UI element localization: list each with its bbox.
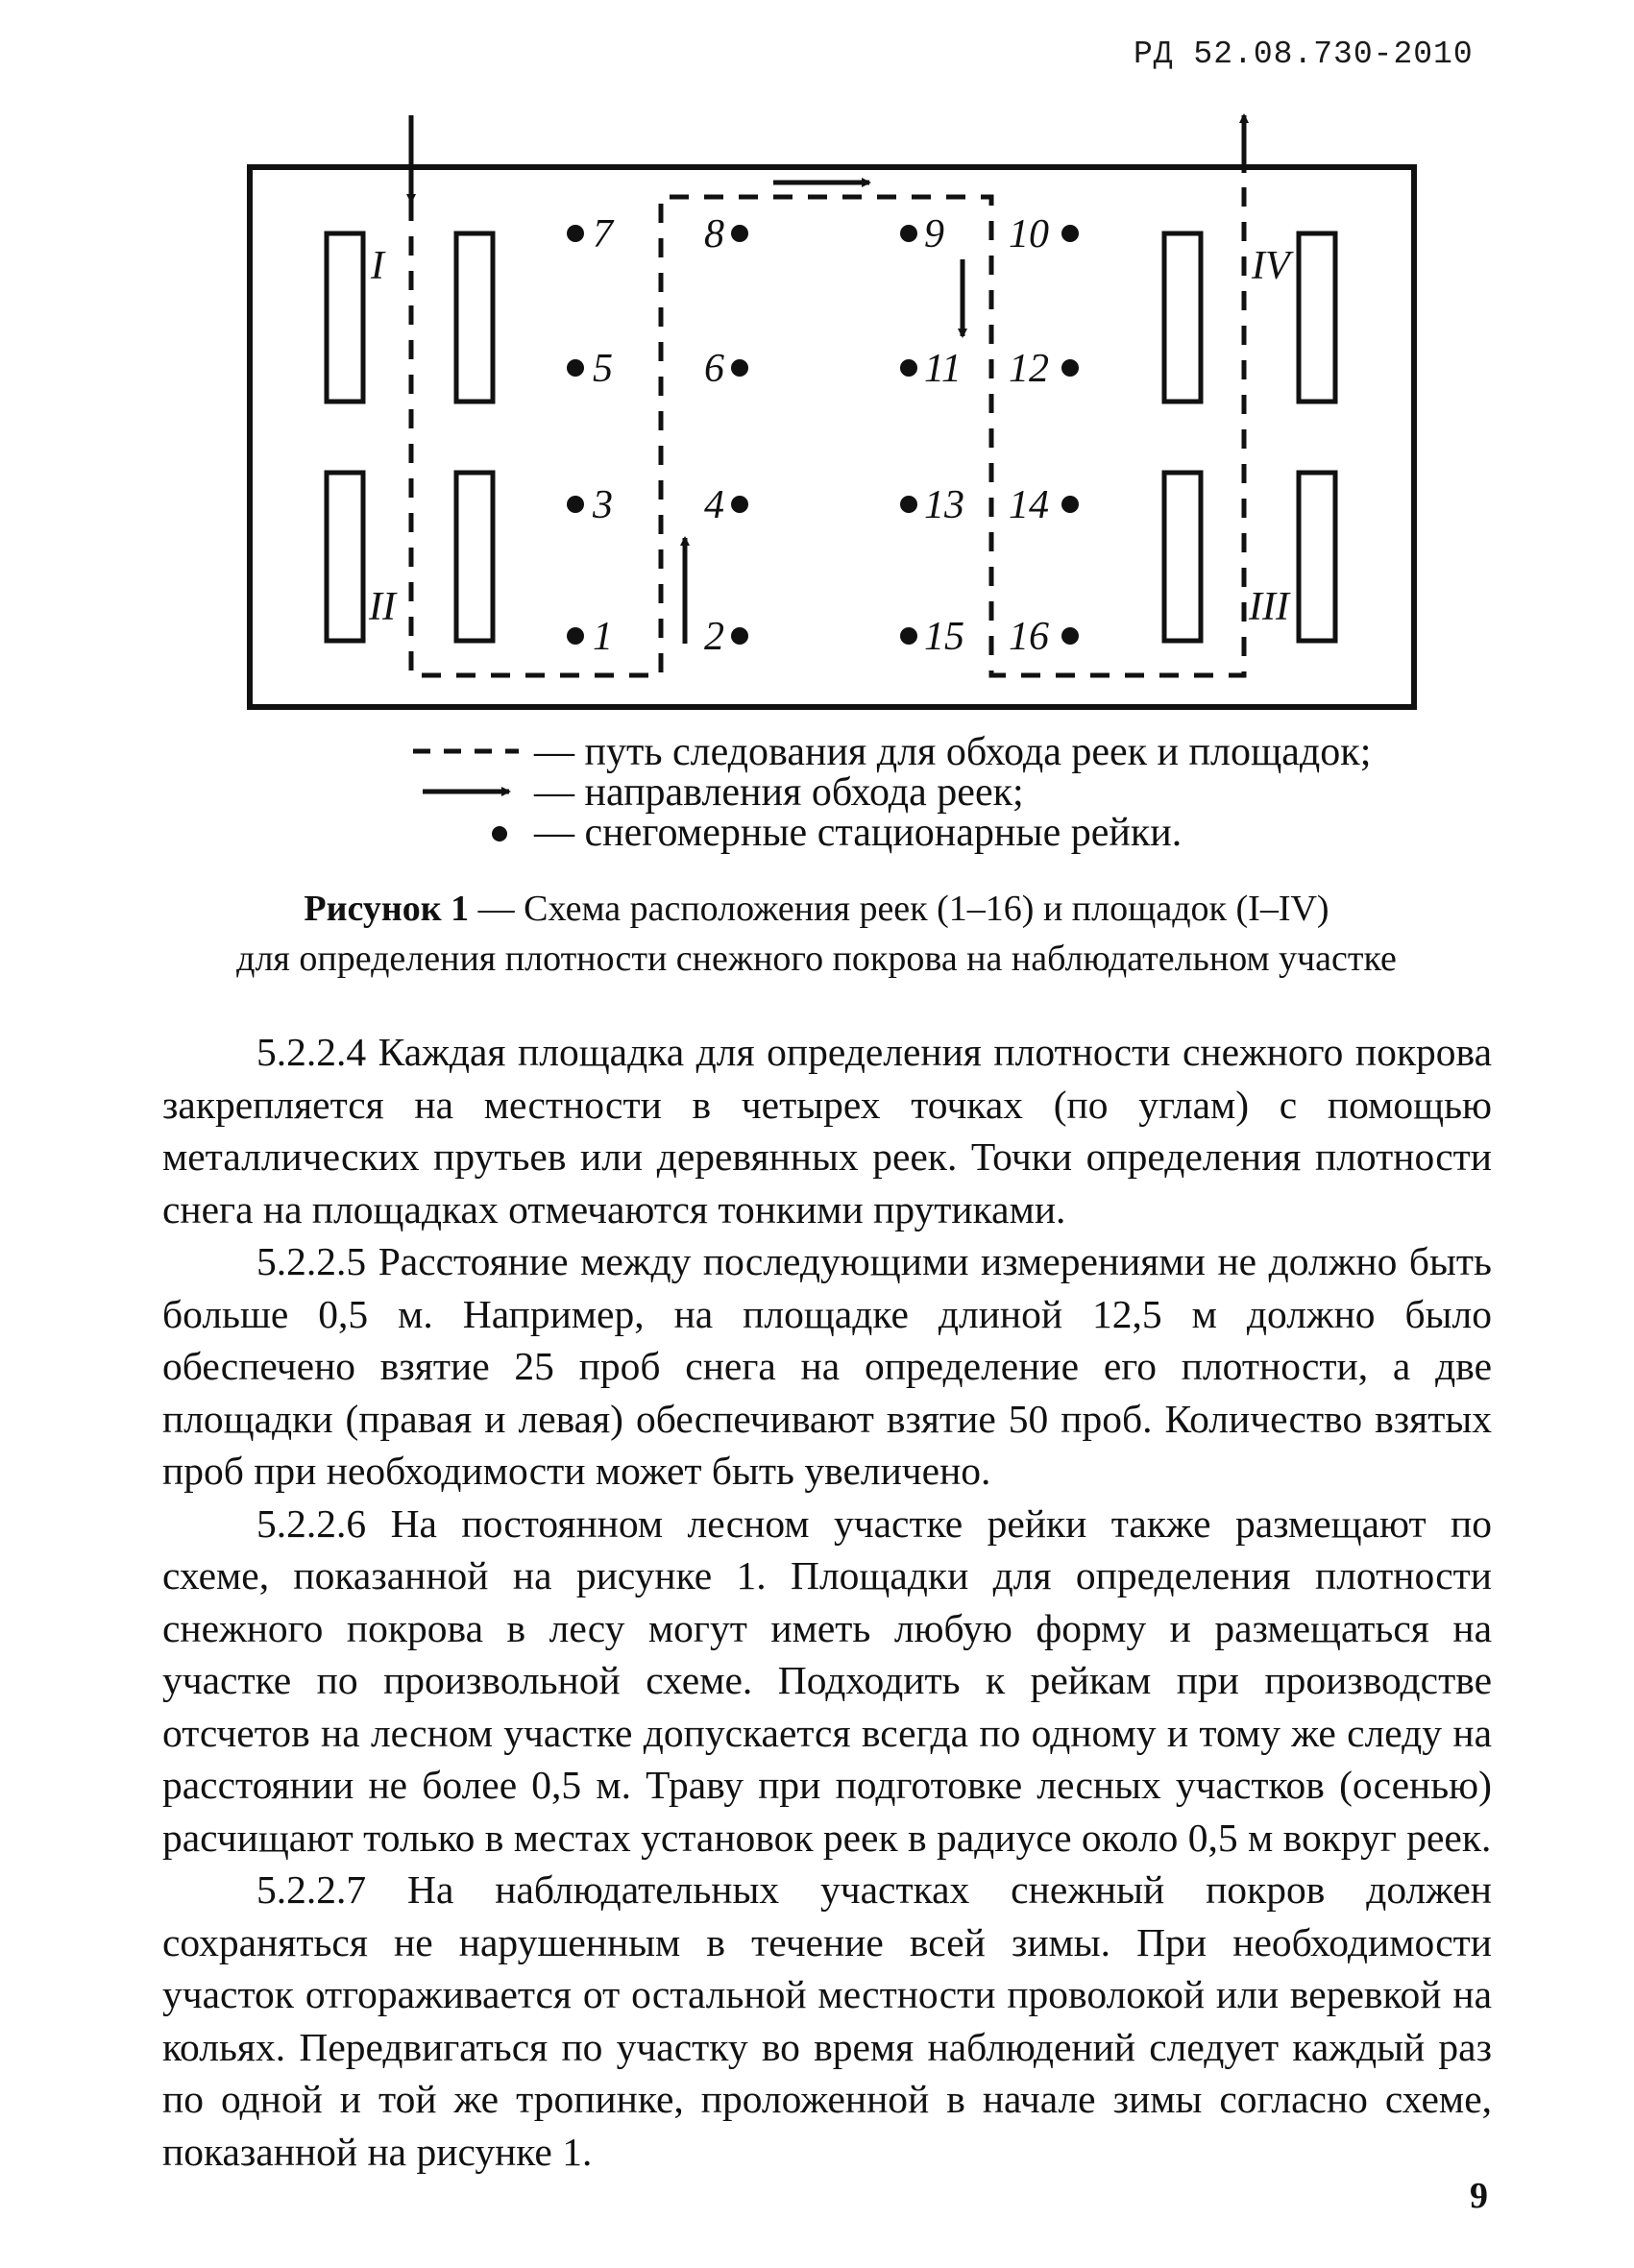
site-boundary bbox=[250, 167, 1414, 707]
platform-rect bbox=[1299, 473, 1335, 641]
rail-dot bbox=[1061, 627, 1079, 645]
paragraph: 5.2.2.4 Каждая площадка для определения плотности снежного покрова закрепляется на местности в четырех точках (по углам) с помощью металлических прутьев или деревянных реек. Точки определения плотности снега на площадках отмечаются тонкими прутиками. bbox=[162, 1030, 1492, 1232]
rail-dot bbox=[900, 496, 917, 513]
platform-rect bbox=[327, 473, 363, 641]
rail-label-8: 8 bbox=[704, 212, 724, 256]
caption-line-1: — Схема расположения реек (1–16) и площадок (I–IV) bbox=[469, 889, 1329, 929]
platform-label-II: II bbox=[369, 585, 396, 629]
rail-label-9: 9 bbox=[924, 212, 944, 256]
rail-label-7: 7 bbox=[593, 212, 613, 256]
legend-rail-text: — снегомерные стационарные рейки. bbox=[534, 811, 1183, 855]
platform-rect bbox=[1299, 233, 1335, 402]
document-code: РД 52.08.730-2010 bbox=[1134, 37, 1474, 72]
caption-line-2: для определения плотности снежного покрова на наблюдательном участке bbox=[236, 939, 1397, 979]
legend-dot-symbol bbox=[492, 826, 507, 841]
rail-dot bbox=[900, 627, 917, 645]
rail-dot bbox=[900, 225, 917, 242]
rail-label-15: 15 bbox=[924, 615, 964, 659]
rail-dot bbox=[731, 627, 748, 645]
rail-dot bbox=[731, 225, 748, 242]
rail-label-12: 12 bbox=[1009, 347, 1049, 391]
paragraph: 5.2.2.5 Расстояние между последующими измерениями не должно быть больше 0,5 м. Например, на площадке длиной 12,5 м должно было обеспечено взятие 25 проб снега на определение его плотности, а две площадки (правая и левая) обеспечивают взятие 50 проб. Количество взятых проб при необходимости может быть увеличено. bbox=[162, 1239, 1492, 1493]
rail-dot bbox=[1061, 496, 1079, 513]
legend-path-text: — путь следования для обхода реек и площадок; bbox=[534, 730, 1372, 774]
rail-label-13: 13 bbox=[924, 483, 964, 527]
rail-label-3: 3 bbox=[593, 483, 613, 527]
platform-label-IV: IV bbox=[1252, 244, 1290, 288]
platform-rect bbox=[1164, 233, 1201, 402]
path-left bbox=[411, 173, 1244, 675]
figure-caption bbox=[144, 884, 1489, 984]
rail-dot bbox=[731, 359, 748, 377]
caption-label: Рисунок 1 bbox=[304, 889, 470, 929]
platform-rect bbox=[1164, 473, 1201, 641]
platform-label-I: I bbox=[371, 244, 384, 288]
legend-direction-text: — направления обхода реек; bbox=[534, 770, 1024, 815]
platform-rect bbox=[456, 473, 493, 641]
rail-dot bbox=[567, 225, 584, 242]
rail-dot bbox=[900, 359, 917, 377]
body-text bbox=[162, 1026, 1492, 2178]
rail-label-14: 14 bbox=[1009, 483, 1049, 527]
rail-label-10: 10 bbox=[1009, 212, 1049, 256]
rail-dot bbox=[731, 496, 748, 513]
rail-layout-diagram bbox=[0, 0, 1634, 865]
rail-dot bbox=[567, 359, 584, 377]
rail-dot bbox=[567, 627, 584, 645]
platform-rect bbox=[327, 233, 363, 402]
rail-dot bbox=[1061, 225, 1079, 242]
page-number: 9 bbox=[1470, 2176, 1488, 2216]
rail-label-6: 6 bbox=[704, 347, 724, 391]
rail-label-11: 11 bbox=[924, 347, 962, 391]
rail-label-5: 5 bbox=[593, 347, 613, 391]
platform-rect bbox=[456, 233, 493, 402]
rail-dot bbox=[567, 496, 584, 513]
rail-label-16: 16 bbox=[1009, 615, 1049, 659]
rail-label-1: 1 bbox=[593, 615, 613, 659]
rail-label-2: 2 bbox=[704, 615, 724, 659]
paragraph: 5.2.2.7 На наблюдательных участках снежный покров должен сохраняться не нарушенным в течение всей зимы. При необходимости участок отгораживается от остальной местности проволокой или веревкой на кольях. Передвигаться по участку во время наблюдений следует каждый раз по одной и той же тропинке, проложенной в начале зимы согласно схеме, показанной на рисунке 1. bbox=[162, 1867, 1492, 2174]
rail-dot bbox=[1061, 359, 1079, 377]
rail-label-4: 4 bbox=[704, 483, 724, 527]
platform-label-III: III bbox=[1249, 585, 1289, 629]
paragraph: 5.2.2.6 На постоянном лесном участке рейки также размещают по схеме, показанной на рисунке 1. Площадки для определения плотности снежного покрова в лесу могут иметь любую форму и размещаться на участке по произвольной схеме. Подходить к рейкам при производстве отсчетов на лесном участке допускается всегда по одному и тому же следу на расстоянии не более 0,5 м. Траву при подготовке лесных участков (осенью) расчищают только в местах установок реек в радиусе около 0,5 м вокруг реек. bbox=[162, 1500, 1492, 1860]
